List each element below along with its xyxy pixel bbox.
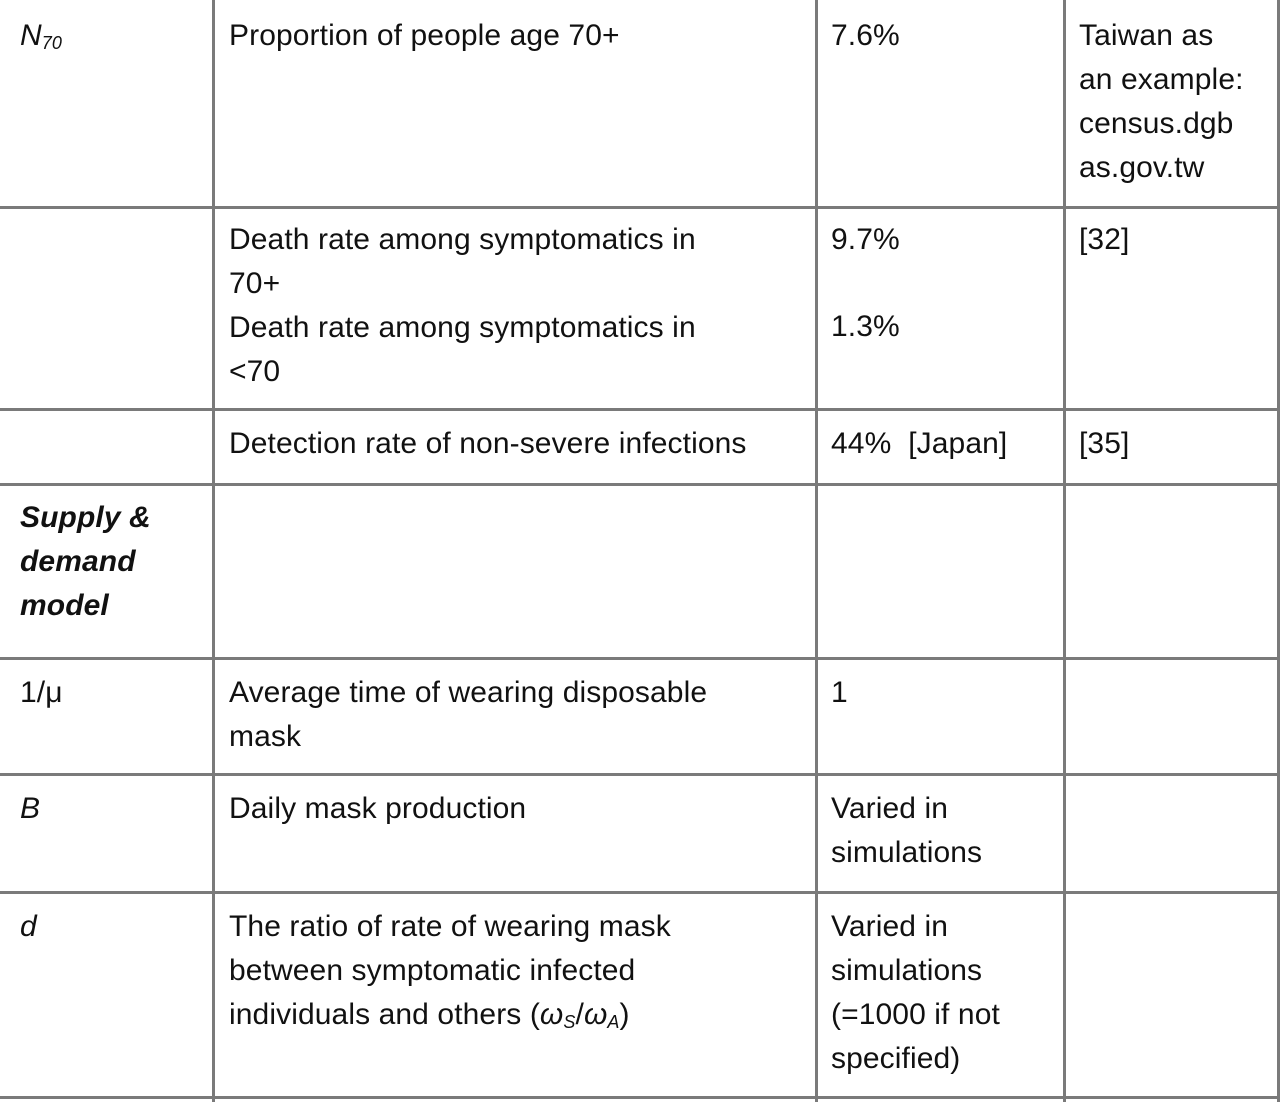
row-divider bbox=[0, 408, 1280, 411]
table-cell-value: 9.7% bbox=[831, 223, 900, 256]
row-divider bbox=[0, 891, 1280, 894]
table-cell-source: [32] bbox=[1079, 223, 1130, 256]
table-cell-symbol: d bbox=[20, 910, 37, 943]
table-cell-source: [35] bbox=[1079, 427, 1130, 460]
table-cell-source: Taiwan as an example: census.dgb as.gov.tw bbox=[1079, 19, 1244, 184]
table-cell-description: The ratio of rate of wearing mask between symptomatic infected individuals and others $(\omega_S/\omega_A)$ bbox=[229, 910, 671, 1032]
row-divider bbox=[0, 657, 1280, 660]
section-heading: Supply & demand model bbox=[20, 501, 151, 622]
table-cell-value: 44% [Japan] bbox=[831, 427, 1008, 460]
table-cell-value: 1 bbox=[831, 676, 848, 709]
table-cell-symbol: 1/μ bbox=[20, 676, 63, 709]
table-cell-symbol: B bbox=[20, 792, 41, 825]
table-cell-value: Varied in simulations bbox=[831, 792, 983, 869]
row-divider bbox=[0, 773, 1280, 776]
column-divider bbox=[212, 0, 215, 1102]
column-divider bbox=[815, 0, 818, 1102]
table-cell-value: Varied in simulations (=1000 if not specified) bbox=[831, 910, 1000, 1075]
table-cell-description: Proportion of people age 70+ bbox=[229, 19, 620, 52]
table-cell-value: 7.6% bbox=[831, 19, 900, 52]
table-cell-description: Death rate among symptomatics in 70+ Death rate among symptomatics in <70 bbox=[229, 223, 696, 388]
table-cell-description: Average time of wearing disposable mask bbox=[229, 676, 708, 753]
table-cell-value: 1.3% bbox=[831, 310, 900, 343]
row-divider bbox=[0, 206, 1280, 209]
row-divider bbox=[0, 483, 1280, 486]
table-cell-symbol: $N_{70}$ bbox=[20, 19, 62, 53]
table-cell-description: Detection rate of non-severe infections bbox=[229, 427, 747, 460]
column-divider bbox=[1063, 0, 1066, 1102]
table-cell-description: Daily mask production bbox=[229, 792, 527, 825]
table-bottom-border bbox=[0, 1096, 1280, 1099]
